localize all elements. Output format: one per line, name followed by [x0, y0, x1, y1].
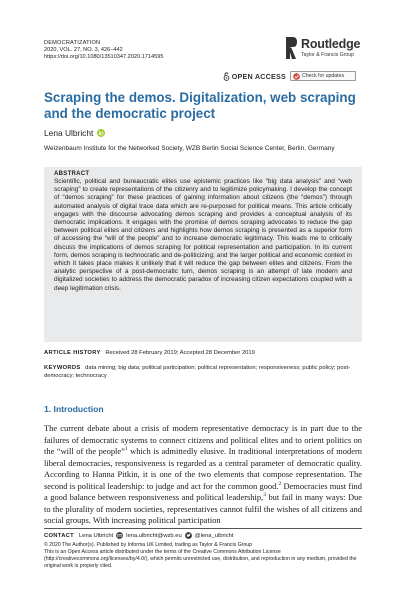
footer-divider — [44, 528, 362, 529]
orcid-icon[interactable] — [97, 129, 105, 137]
open-access-lock-icon — [223, 72, 230, 81]
open-access-badge — [223, 72, 286, 81]
open-access-label: OPEN ACCESS — [231, 72, 286, 81]
article-history-label: ARTICLE HISTORY — [44, 350, 101, 356]
footnote-ref-2[interactable]: 2 — [278, 480, 282, 487]
publisher-logo[interactable] — [285, 36, 375, 62]
journal-name: DEMOCRATIZATION — [44, 40, 101, 46]
footnote-ref-1[interactable]: 1 — [124, 446, 128, 453]
author-name[interactable]: Lena Ulbricht — [44, 128, 94, 138]
keywords-label: KEYWORDS — [44, 365, 81, 371]
body-text-part-1: The current debate about a crisis of modern representative democracy is in part due to the failures of democratic systems to connect citizens and political elites and to orient politics on the “will of the people” — [44, 423, 362, 456]
copyright-notice: © 2020 The Author(s). Published by Informa UK Limited, trading as Taylor & Francis Group — [44, 542, 253, 548]
keywords — [44, 364, 362, 380]
access-row — [44, 71, 356, 82]
twitter-icon — [185, 532, 192, 539]
introduction-paragraph — [44, 423, 362, 527]
abstract-box — [44, 167, 362, 342]
routledge-logo-icon — [285, 37, 297, 59]
footnote-ref-3[interactable]: 3 — [263, 492, 266, 499]
check-for-updates-button[interactable] — [290, 71, 356, 81]
author-row — [44, 128, 105, 138]
body-text-part-2: which is admittedly elusive. In traditional interpretations of modern liberal democracies, responsiveness is regarded as a central parameter of democratic quality. According to Hanna Pitkin, it is one of the two elements that compose representation. The second is political leadership: to judge and act for the common good. — [44, 446, 362, 491]
article-history — [44, 350, 255, 356]
contact-label: CONTACT — [44, 532, 75, 539]
contact-row — [44, 532, 233, 539]
abstract-text: Scientific, political and bureaucratic elites use epistemic practices like “big data analysis” and “web scraping” to create representations of the citizenry and to legitimize policymaking. I develop the concept of “demos scraping” for these practices of gaining information about citizens (the “demos”) through automated analysis of digital trace data which are re-purposed for political means. This article critically engages with the discourse advocating demos scraping and provides a conceptual analysis of its democratic implications. It engages with the promise of demos scraping advocates to reduce the gap between political elites and citizens and highlights how demos scraping is presented as a superior form of accessing the “will of the people” and to increase democratic legitimacy. This leads me to critically discuss the implications of demos scraping for political representation and participation. In its current form, demos scraping is technocratic and de-politicizing; and the larger political and economic context in which it takes place makes it unlikely that it will reduce the gap between elites and citizens. From the analytic perspective of a post-democratic turn, demos scraping is an attempt of late modern and digitalized societies to address the democratic paradox of increasing citizen expectations coupled with a deep legitimation crisis. — [54, 178, 352, 292]
email-icon — [116, 532, 123, 539]
body-text-part-4: but fail in many ways: Due to the plurality of modern societies, representatives cannot fulfil the wishes of all citizens and social groups. With increasing political participation — [44, 492, 362, 525]
journal-header — [44, 40, 244, 62]
check-for-updates-label: Check for updates — [302, 73, 345, 79]
contact-twitter-link[interactable]: @lena_ulbricht — [194, 532, 234, 539]
crossmark-icon — [293, 73, 300, 80]
publisher-subtitle: Taylor & Francis Group — [301, 52, 355, 58]
keywords-list: data mining; big data; political participation; political representation; responsiveness; public policy; post-democracy; technocracy — [44, 365, 351, 379]
license-text: This is an Open Access article distributed under the terms of the Creative Commons Attribution License (http://creativecommons.org/licenses/by/4.0/), which permits unrestricted use, distribution, and reproduction in any medium, provided the original work is properly cited. — [44, 548, 357, 569]
journal-doi-link[interactable]: https://doi.org/10.1080/13510347.2020.1714595 — [44, 54, 164, 61]
article-history-dates: Received 28 February 2019; Accepted 28 December 2019 — [105, 350, 255, 356]
abstract-label: ABSTRACT — [54, 171, 90, 177]
article-title: Scraping the demos. Digitalization, web scraping and the democratic project — [44, 90, 356, 121]
contact-name: Lena Ulbricht — [79, 532, 114, 539]
body-text-part-3: Democracies must find a good balance between responsiveness and political leadership, — [44, 480, 362, 502]
contact-email-link[interactable]: lena.ulbricht@wzb.eu — [126, 532, 182, 539]
section-heading-introduction: 1. Introduction — [44, 404, 104, 414]
publisher-name: Routledge — [301, 37, 361, 51]
license-block — [44, 542, 362, 570]
journal-citation: 2020, VOL. 27, NO. 3, 426–442 — [44, 47, 123, 54]
author-affiliation: Weizenbaum Institute for the Networked Society, WZB Berlin Social Science Center, Berlin, Germany — [44, 145, 335, 152]
